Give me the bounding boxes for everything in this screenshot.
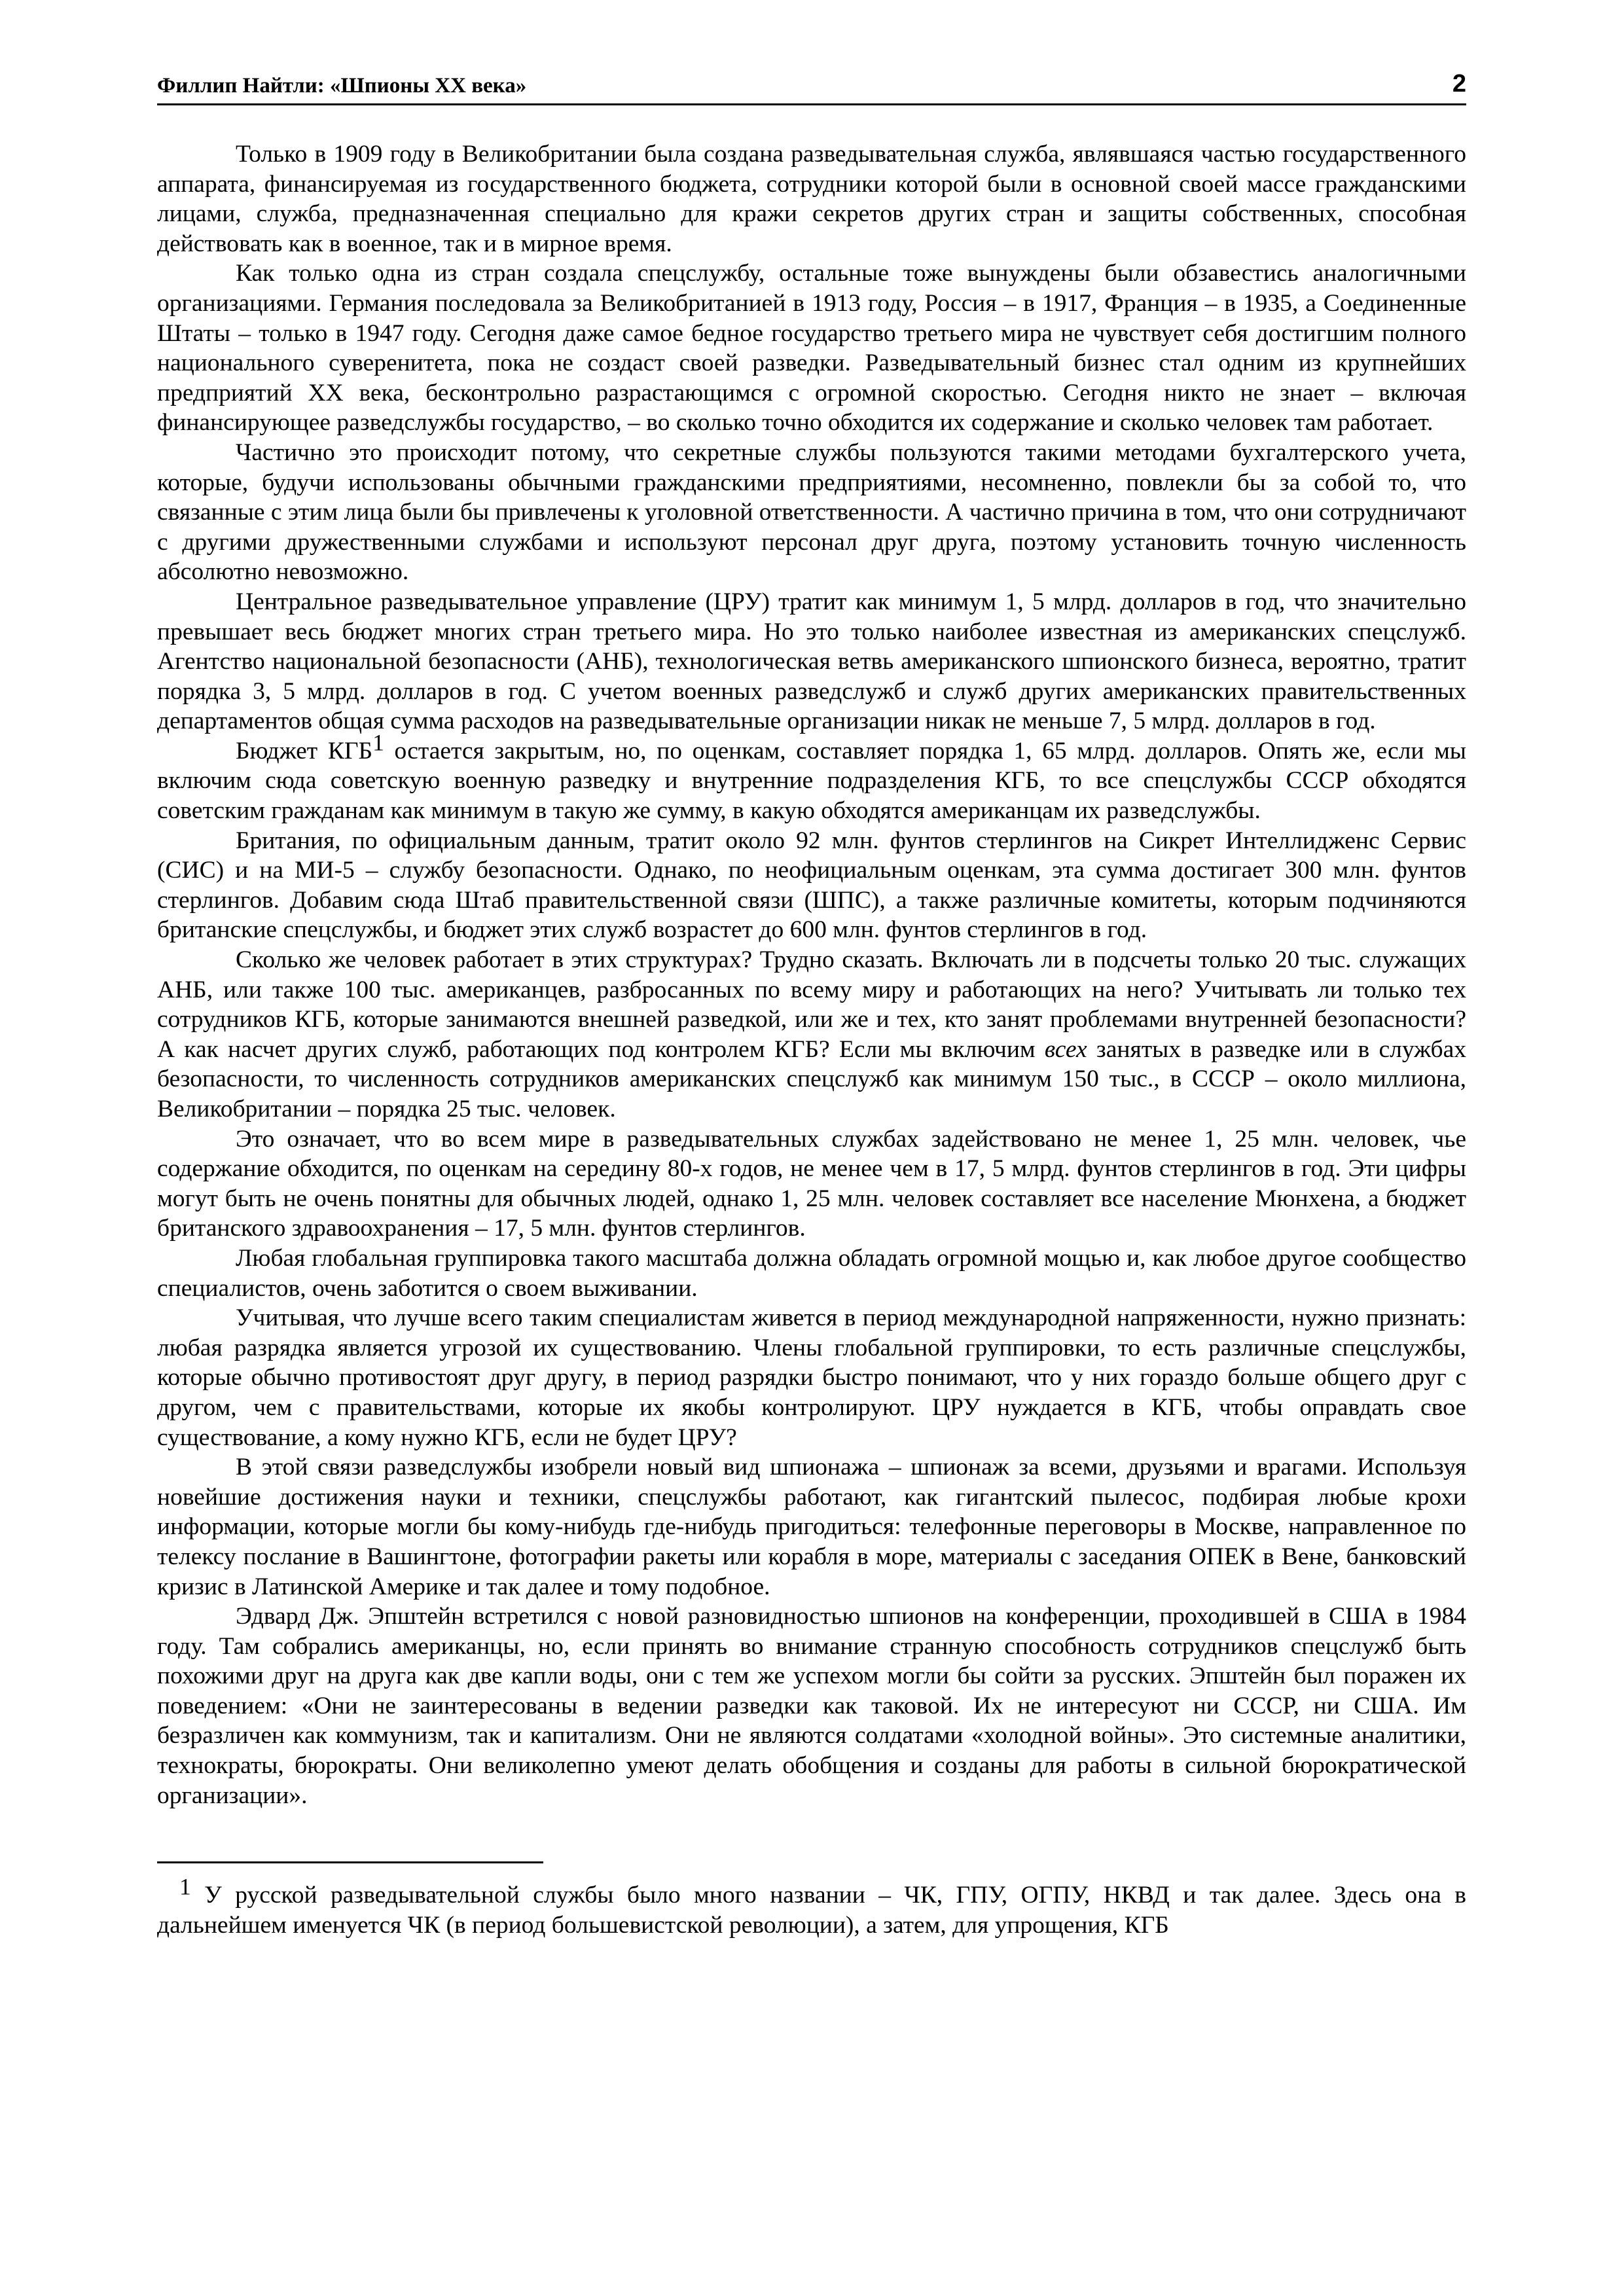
paragraph-personnel: [157, 945, 1466, 1124]
paragraph: Как только одна из стран создала спецслужбу, остальные тоже вынуждены были обзавестись аналогичными организациями. Германия последовала за Великобританией в 1913 году, Россия – в 1917, Франция – в 1935, а Соединенные Штаты – только в 1947 году. Сегодня даже самое бедное государство третьего мира не чувствует себя достигшим полного национального суверенитета, пока не создаст своей разведки. Разведывательный бизнес стал одним из крупнейших предприятий XX века, бесконтрольно разрастающимся с огромной скоростью. Сегодня никто не знает – включая финансирующее разведслужбы государство, – во сколько точно обходится их содержание и сколько человек там работает.: [157, 260, 1466, 437]
paragraph-text: остается закрытым, но, по оценкам, составляет порядка 1, 65 млрд. долларов. Опять же, если мы включим сюда советскую военную разведку и внутренние подразделения КГБ, то все спецслужбы СССР обходятся советским гражданам как минимум в такую же сумму, в какую обходятся американцам их разведслужбы.: [157, 737, 1466, 825]
paragraph: Частично это происходит потому, что секретные службы пользуются такими методами бухгалтерского учета, которые, будучи использованы обычными гражданскими предприятиями, несомненно, повлекли бы за собой то, что связанные с этим лица были бы привлечены к уголовной ответственности. А частично причина в том, что они сотрудничают с другими дружественными службами и используют персонал друг друга, поэтому установить точную численность абсолютно невозможно.: [157, 439, 1466, 586]
footnote-marker: 1: [179, 1873, 191, 1900]
paragraph: Это означает, что во всем мире в разведывательных службах задействовано не менее 1, 25 млн. человек, чье содержание обходится, по оценкам на середину 80-х годов, не менее чем в 17, 5 млрд. фунтов стерлингов в год. Эти цифры могут быть не очень понятны для обычных людей, однако 1, 25 млн. человек составляет все население Мюнхена, а бюджет британского здравоохранения – 17, 5 млн. фунтов стерлингов.: [157, 1125, 1466, 1242]
running-header-title: Филлип Найтли: «Шпионы XX века»: [157, 74, 527, 98]
footnote-divider: [157, 1861, 543, 1863]
paragraph: Центральное разведывательное управление (ЦРУ) тратит как минимум 1, 5 млрд. долларов в год, что значительно превышает весь бюджет многих стран третьего мира. Но это только наиболее известная из американских спецслужб. Агентство национальной безопасности (АНБ), технологическая ветвь американского шпионского бизнеса, вероятно, тратит порядка 3, 5 млрд. долларов в год. С учетом военных разведслужб и служб других американских правительственных департаментов общая сумма расходов на разведывательные организации никак не меньше 7, 5 млрд. долларов в год.: [157, 588, 1466, 735]
paragraph: Учитывая, что лучше всего таким специалистам живется в период международной напряженности, нужно признать: любая разрядка является угрозой их существованию. Члены глобальной группировки, то есть различные спецслужбы, которые обычно противостоят друг другу, в период разрядки быстро понимают, что у них гораздо больше общего друг с другом, чем с правительствами, которые их якобы контролируют. ЦРУ нуждается в КГБ, чтобы оправдать свое существование, а кому нужно КГБ, если не будет ЦРУ?: [157, 1304, 1466, 1451]
paragraph-text: Сколько же человек работает в этих структурах? Трудно сказать. Включать ли в подсчеты только 20 тыс. служащих АНБ, или также 100 тыс. американцев, разбросанных по всему миру и работающих на него? Учитывать ли только тех сотрудников КГБ, которые занимаются внешней разведкой, или же и тех, кто занят проблемами внутренней безопасности? А как насчет других служб, работающих под контролем КГБ? Если мы включим: [157, 946, 1466, 1063]
paragraph: Любая глобальная группировка такого масштаба должна обладать огромной мощью и, как любое другое сообщество специалистов, очень заботится о своем выживании.: [157, 1244, 1466, 1302]
paragraph: Британия, по официальным данным, тратит около 92 млн. фунтов стерлингов на Сикрет Интеллидженс Сервис (СИС) и на МИ-5 – службу безопасности. Однако, по неофициальным оценкам, эта сумма достигает 300 млн. фунтов стерлингов. Добавим сюда Штаб правительственной связи (ШПС), а также различные комитеты, которым подчиняются британские спецслужбы, и бюджет этих служб возрастет до 600 млн. фунтов стерлингов в год.: [157, 827, 1466, 944]
body-text: [157, 139, 1466, 1810]
page-number: 2: [1452, 70, 1466, 98]
emphasized-word: всех: [1044, 1035, 1087, 1063]
paragraph: В этой связи разведслужбы изобрели новый вид шпионажа – шпионаж за всеми, друзьями и врагами. Используя новейшие достижения науки и техники, спецслужбы работают, как гигантский пылесос, подбирая любые крохи информации, которые могли бы кому-нибудь где-нибудь пригодиться: телефонные переговоры в Москве, направленное по телексу послание в Вашингтоне, фотографии ракеты или корабля в море, материалы с заседания ОПЕК в Вене, банковский кризис в Латинской Америке и так далее и тому подобное.: [157, 1454, 1466, 1600]
paragraph-text: занятых в разведке или в службах безопасности, то численность сотрудников американских спецслужб как минимум 150 тыс., в СССР – около миллиона, Великобритании – порядка 25 тыс. человек.: [157, 1035, 1466, 1122]
footnote: [157, 1873, 1466, 1940]
footnote-reference[interactable]: 1: [372, 729, 384, 756]
page-header: [157, 65, 1466, 105]
footnote-text: У русской разведывательной службы было много названии – ЧК, ГПУ, ОГПУ, НКВД и так далее. Здесь она в дальнейшем именуется ЧК (в период большевистской революции), а затем, для упрощения, КГБ: [157, 1882, 1466, 1939]
paragraph: Только в 1909 году в Великобритании была создана разведывательная служба, являвшаяся частью государственного аппарата, финансируемая из государственного бюджета, сотрудники которой были в основной своей массе гражданскими лицами, служба, предназначенная специально для кражи секретов других стран и защиты собственных, способная действовать как в военное, так и в мирное время.: [157, 141, 1466, 257]
paragraph-kgb-budget: [157, 729, 1466, 826]
paragraph-text: Бюджет КГБ: [236, 737, 373, 764]
paragraph: Эдвард Дж. Эпштейн встретился с новой разновидностью шпионов на конференции, проходившей в США в 1984 году. Там собрались американцы, но, если принять во внимание странную способность сотрудников спецслужб быть похожими друг на друга как две капли воды, они с тем же успехом могли бы сойти за русских. Эпштейн был поражен их поведением: «Они не заинтересованы в ведении разведки как таковой. Их не интересуют ни СССР, ни США. Им безразличен как коммунизм, так и капитализм. Они не являются солдатами «холодной войны». Это системные аналитики, технократы, бюрократы. Они великолепно умеют делать обобщения и созданы для работы в сильной бюрократической организации».: [157, 1603, 1466, 1809]
document-page: [157, 65, 1466, 2225]
